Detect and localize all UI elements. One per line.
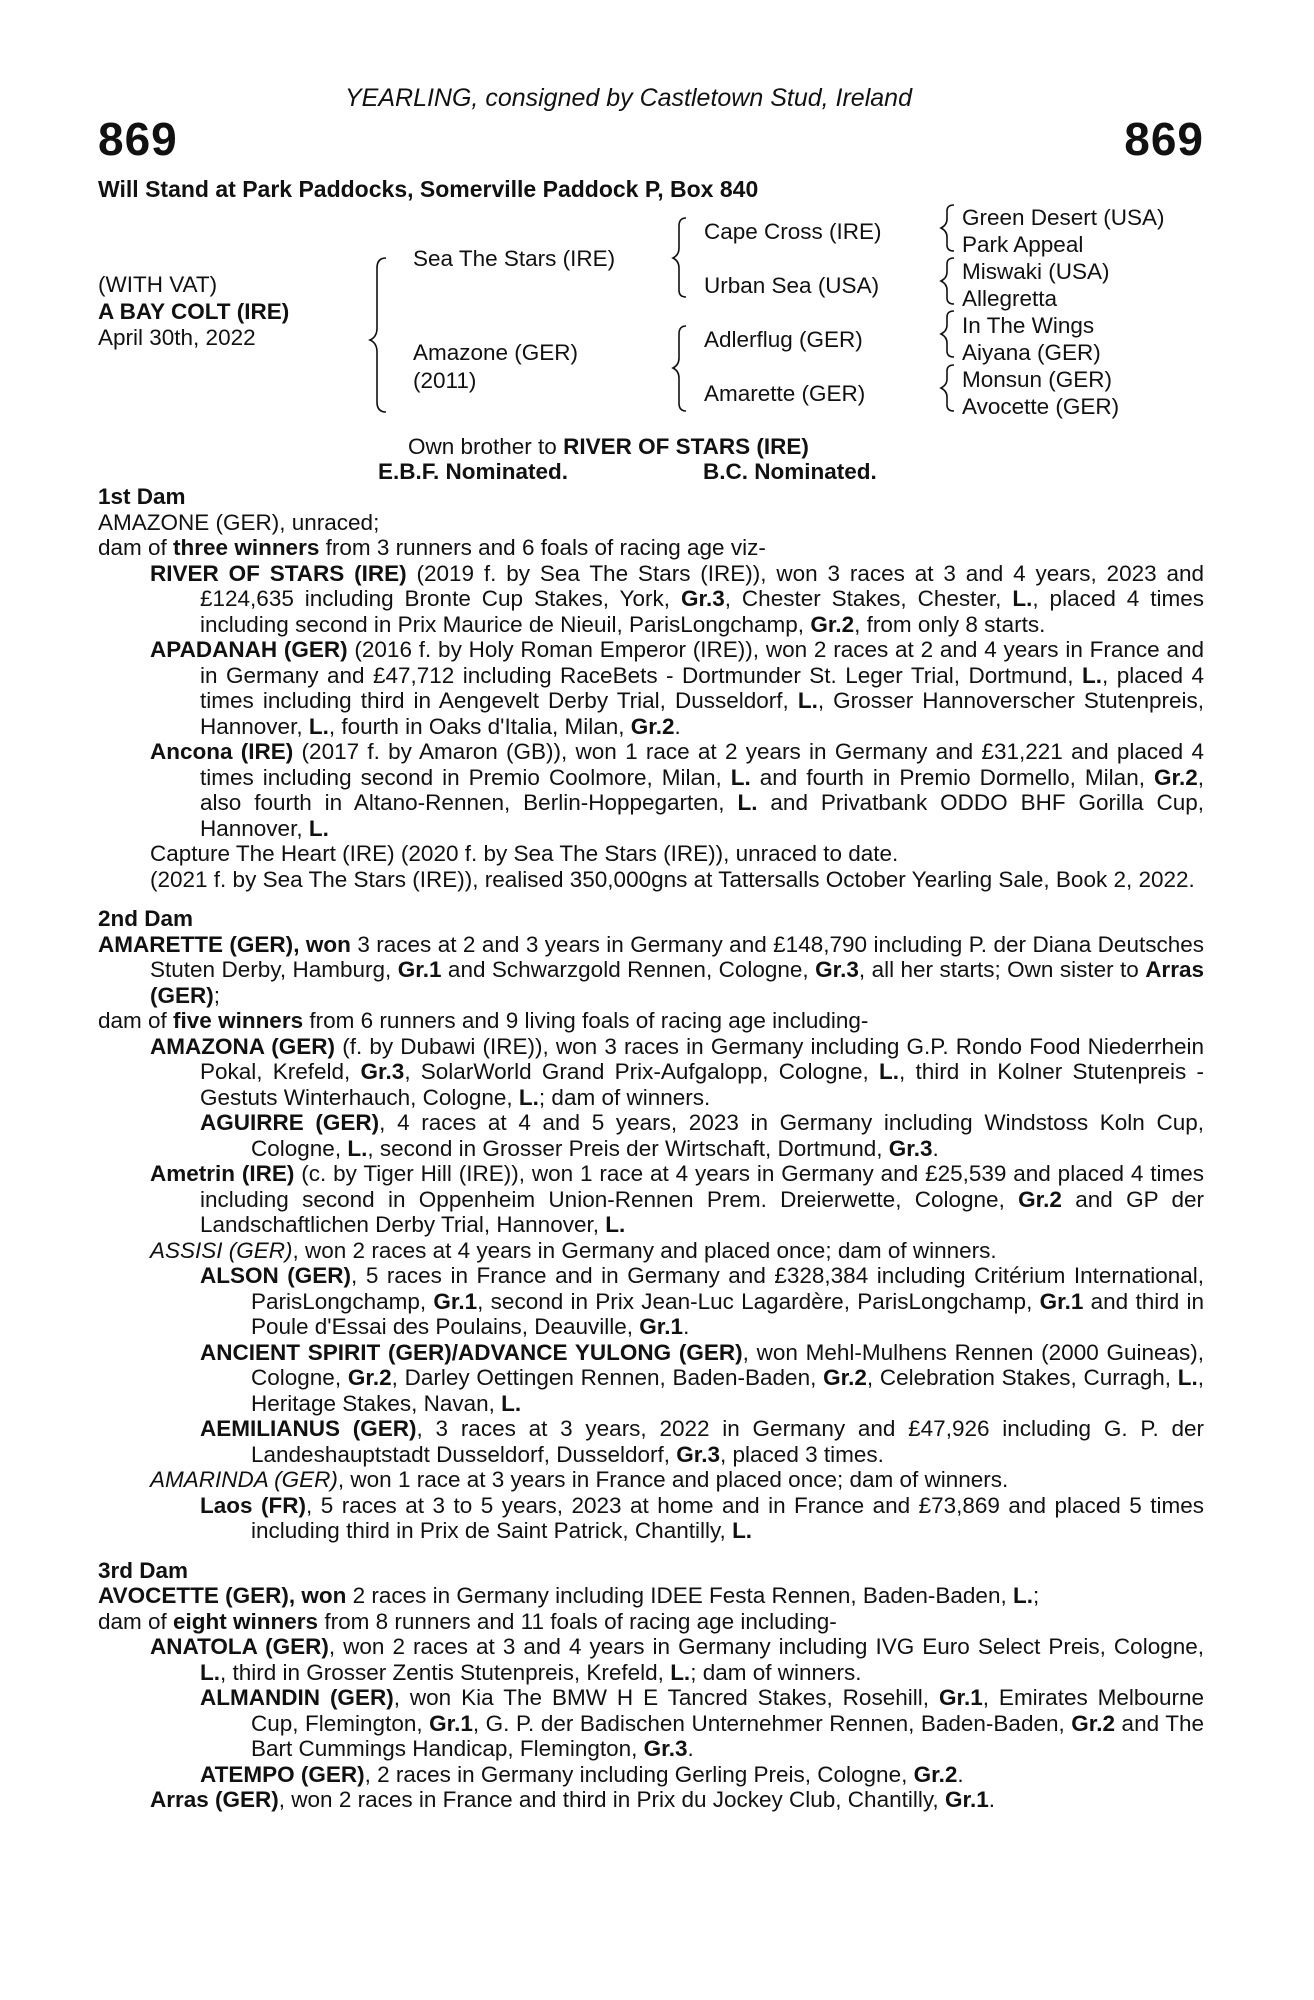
produce-ancona: Ancona (IRE) (2017 f. by Amaron (GB)), won 1 race at 2 years in Germany and £31,221 and placed 4 times including second in Premio Coolmore, Milan, L. and fourth in Premio Dormello, Milan, Gr.2, also fourth in Altano-Rennen, Berlin-Hoppegarten, L. and Privatbank ODDO BHF Gorilla Cup, Hannover, L. — [150, 739, 1205, 841]
produce-aemilianus: AEMILIANUS (GER), 3 races at 3 years, 2022 in Germany and £47,926 including G. P. der Landeshauptstadt Dusseldorf, Dusseldorf, Gr.3, placed 3 times. — [200, 1416, 1204, 1467]
brace-ds — [941, 311, 954, 357]
pedigree-ddd: Avocette (GER) — [962, 394, 1120, 419]
pedigree-ssd: Park Appeal — [962, 232, 1084, 257]
produce-capture-the-heart: Capture The Heart (IRE) (2020 f. by Sea The Stars (IRE)), unraced to date. — [150, 841, 899, 866]
produce-arras: Arras (GER), won 2 races in France and third in Prix du Jockey Club, Chantilly, Gr.1. — [150, 1787, 995, 1812]
catalogue-body — [98, 484, 1204, 1813]
brace-ss — [941, 205, 954, 251]
third-dam-record: AVOCETTE (GER), won 2 races in Germany including IDEE Festa Rennen, Baden-Baden, L.; — [98, 1583, 1040, 1608]
produce-apadanah: APADANAH (GER) (2016 f. by Holy Roman Emperor (IRE)), won 2 races at 2 and 4 years in France and in Germany and £47,712 including RaceBets - Dortmunder St. Leger Trial, Dortmund, L., placed 4 times including third in Aengevelt Derby Trial, Dusseldorf, L., Grosser Hannoverscher Stutenpreis, Hannover, L., fourth in Oaks d'Italia, Milan, Gr.2. — [150, 637, 1204, 739]
second-dam-record: AMARETTE (GER), won 3 races at 2 and 3 years in Germany and £148,790 including P. der Diana Deutsches Stuten Derby, Hamburg, Gr.1 and Schwarzgold Rennen, Cologne, Gr.3, all her starts; Own sister to Arras (GER); — [98, 931, 1204, 1008]
lot-number-left: 869 — [98, 113, 178, 165]
brace-gen1 — [370, 258, 386, 412]
brace-sd — [941, 258, 954, 304]
pedigree-dam: Amazone (GER) — [413, 340, 579, 365]
first-dam-intro: AMAZONE (GER), unraced; — [98, 509, 380, 535]
third-dam-summary: dam of eight winners from 8 runners and 11 foals of racing age including- — [98, 1608, 837, 1634]
pedigree-sire: Sea The Stars (IRE) — [413, 246, 616, 271]
stand-info: Will Stand at Park Paddocks, Somerville Paddock P, Box 840 — [98, 176, 759, 202]
pedigree-dss: In The Wings — [962, 313, 1095, 338]
consignment-line: YEARLING, consigned by Castletown Stud, Ireland — [345, 84, 912, 112]
pedigree-dds: Monsun (GER) — [962, 367, 1113, 392]
produce-alson: ALSON (GER), 5 races in France and in Germany and £328,384 including Critérium International, ParisLongchamp, Gr.1, second in Prix Jean-Luc Lagardère, ParisLongchamp, Gr.1 and third in Poule d'Essai des Poulains, Deauville, Gr.1. — [200, 1263, 1204, 1339]
ebf-nominated: E.B.F. Nominated. — [378, 459, 569, 484]
pedigree-dam-sire: Adlerflug (GER) — [704, 327, 863, 352]
first-dam-summary: dam of three winners from 3 runners and 6 foals of racing age viz- — [98, 535, 766, 560]
produce-2021-filly: (2021 f. by Sea The Stars (IRE)), realised 350,000gns at Tattersalls October Yearling Sale, Book 2, 2022. — [150, 866, 1195, 892]
pedigree-sire-dam: Urban Sea (USA) — [704, 273, 880, 298]
brace-dd — [941, 365, 954, 411]
produce-anatola: ANATOLA (GER), won 2 races at 3 and 4 years in Germany including IVG Euro Select Preis, Cologne, L., third in Grosser Zentis Stutenpreis, Krefeld, L.; dam of winners. — [150, 1634, 1204, 1685]
produce-almandin: ALMANDIN (GER), won Kia The BMW H E Tancred Stakes, Rosehill, Gr.1, Emirates Melbourne Cup, Flemington, Gr.1, G. P. der Badischen Unternehmer Rennen, Baden-Baden, Gr.2 and The Bart Cummings Handicap, Flemington, Gr.3. — [200, 1685, 1204, 1761]
pedigree-sdd: Allegretta — [962, 286, 1058, 311]
produce-assisi: ASSISI (GER), won 2 races at 4 years in Germany and placed once; dam of winners. — [150, 1237, 997, 1263]
produce-ametrin: Ametrin (IRE) (c. by Tiger Hill (IRE)), won 1 race at 4 years in Germany and £25,539 and placed 4 times including second in Oppenheim Union-Rennen Prem. Dreierwette, Cologne, Gr.2 and GP der Landschaftlichen Derby Trial, Hannover, L. — [150, 1161, 1205, 1237]
produce-amazona: AMAZONA (GER) (f. by Dubawi (IRE)), won 3 races in Germany including G.P. Rondo Food Niederrhein Pokal, Krefeld, Gr.3, SolarWorld Grand Prix-Aufgalopp, Cologne, L., third in Kolner Stutenpreis - Gestuts Winterhauch, Cologne, L.; dam of winners. — [150, 1033, 1205, 1110]
produce-amarinda: AMARINDA (GER), won 1 race at 3 years in France and placed once; dam of winners. — [150, 1467, 1009, 1492]
own-brother-note: Own brother to RIVER OF STARS (IRE) — [408, 434, 809, 459]
lot-number-right: 869 — [1124, 113, 1204, 165]
produce-atempo: ATEMPO (GER), 2 races in Germany including Gerling Preis, Cologne, Gr.2. — [200, 1761, 964, 1787]
second-dam-heading: 2nd Dam — [98, 906, 194, 931]
pedigree-sss: Green Desert (USA) — [962, 205, 1165, 230]
brace-dam — [673, 326, 686, 411]
third-dam-heading: 3rd Dam — [98, 1557, 189, 1583]
lot-title: A BAY COLT (IRE) — [98, 299, 290, 324]
produce-ancient-spirit: ANCIENT SPIRIT (GER)/ADVANCE YULONG (GER), won Mehl-Mulhens Rennen (2000 Guineas), Cologne, Gr.2, Darley Oettingen Rennen, Baden-Baden, Gr.2, Celebration Stakes, Curragh, L., Heritage Stakes, Navan, L. — [200, 1339, 1205, 1416]
produce-laos: Laos (FR), 5 races at 3 to 5 years, 2023 at home and in France and £73,869 and placed 5 times including third in Prix de Saint Patrick, Chantilly, L. — [200, 1492, 1204, 1543]
produce-river-of-stars: RIVER OF STARS (IRE) (2019 f. by Sea The Stars (IRE)), won 3 races at 3 and 4 years, 2023 and £124,635 including Bronte Cup Stakes, York, Gr.3, Chester Stakes, Chester, L., placed 4 times including second in Prix Maurice de Nieuil, ParisLongchamp, Gr.2, from only 8 starts. — [150, 560, 1205, 637]
produce-aguirre: AGUIRRE (GER), 4 races at 4 and 5 years, 2023 in Germany including Windstoss Koln Cup, Cologne, L., second in Grosser Preis der Wirtschaft, Dortmund, Gr.3. — [200, 1110, 1204, 1161]
pedigree-dsd: Aiyana (GER) — [962, 340, 1101, 365]
first-dam-heading: 1st Dam — [98, 484, 186, 509]
pedigree-dam-year: (2011) — [413, 368, 477, 393]
foaling-date: April 30th, 2022 — [98, 325, 256, 350]
pedigree-dam-dam: Amarette (GER) — [704, 381, 866, 406]
bc-nominated: B.C. Nominated. — [703, 459, 877, 484]
brace-sire — [673, 218, 686, 297]
pedigree-sire-sire: Cape Cross (IRE) — [704, 219, 882, 244]
pedigree-sds: Miswaki (USA) — [962, 259, 1110, 284]
vat-note: (WITH VAT) — [98, 272, 218, 297]
second-dam-summary: dam of five winners from 6 runners and 9 living foals of racing age including- — [98, 1008, 869, 1033]
